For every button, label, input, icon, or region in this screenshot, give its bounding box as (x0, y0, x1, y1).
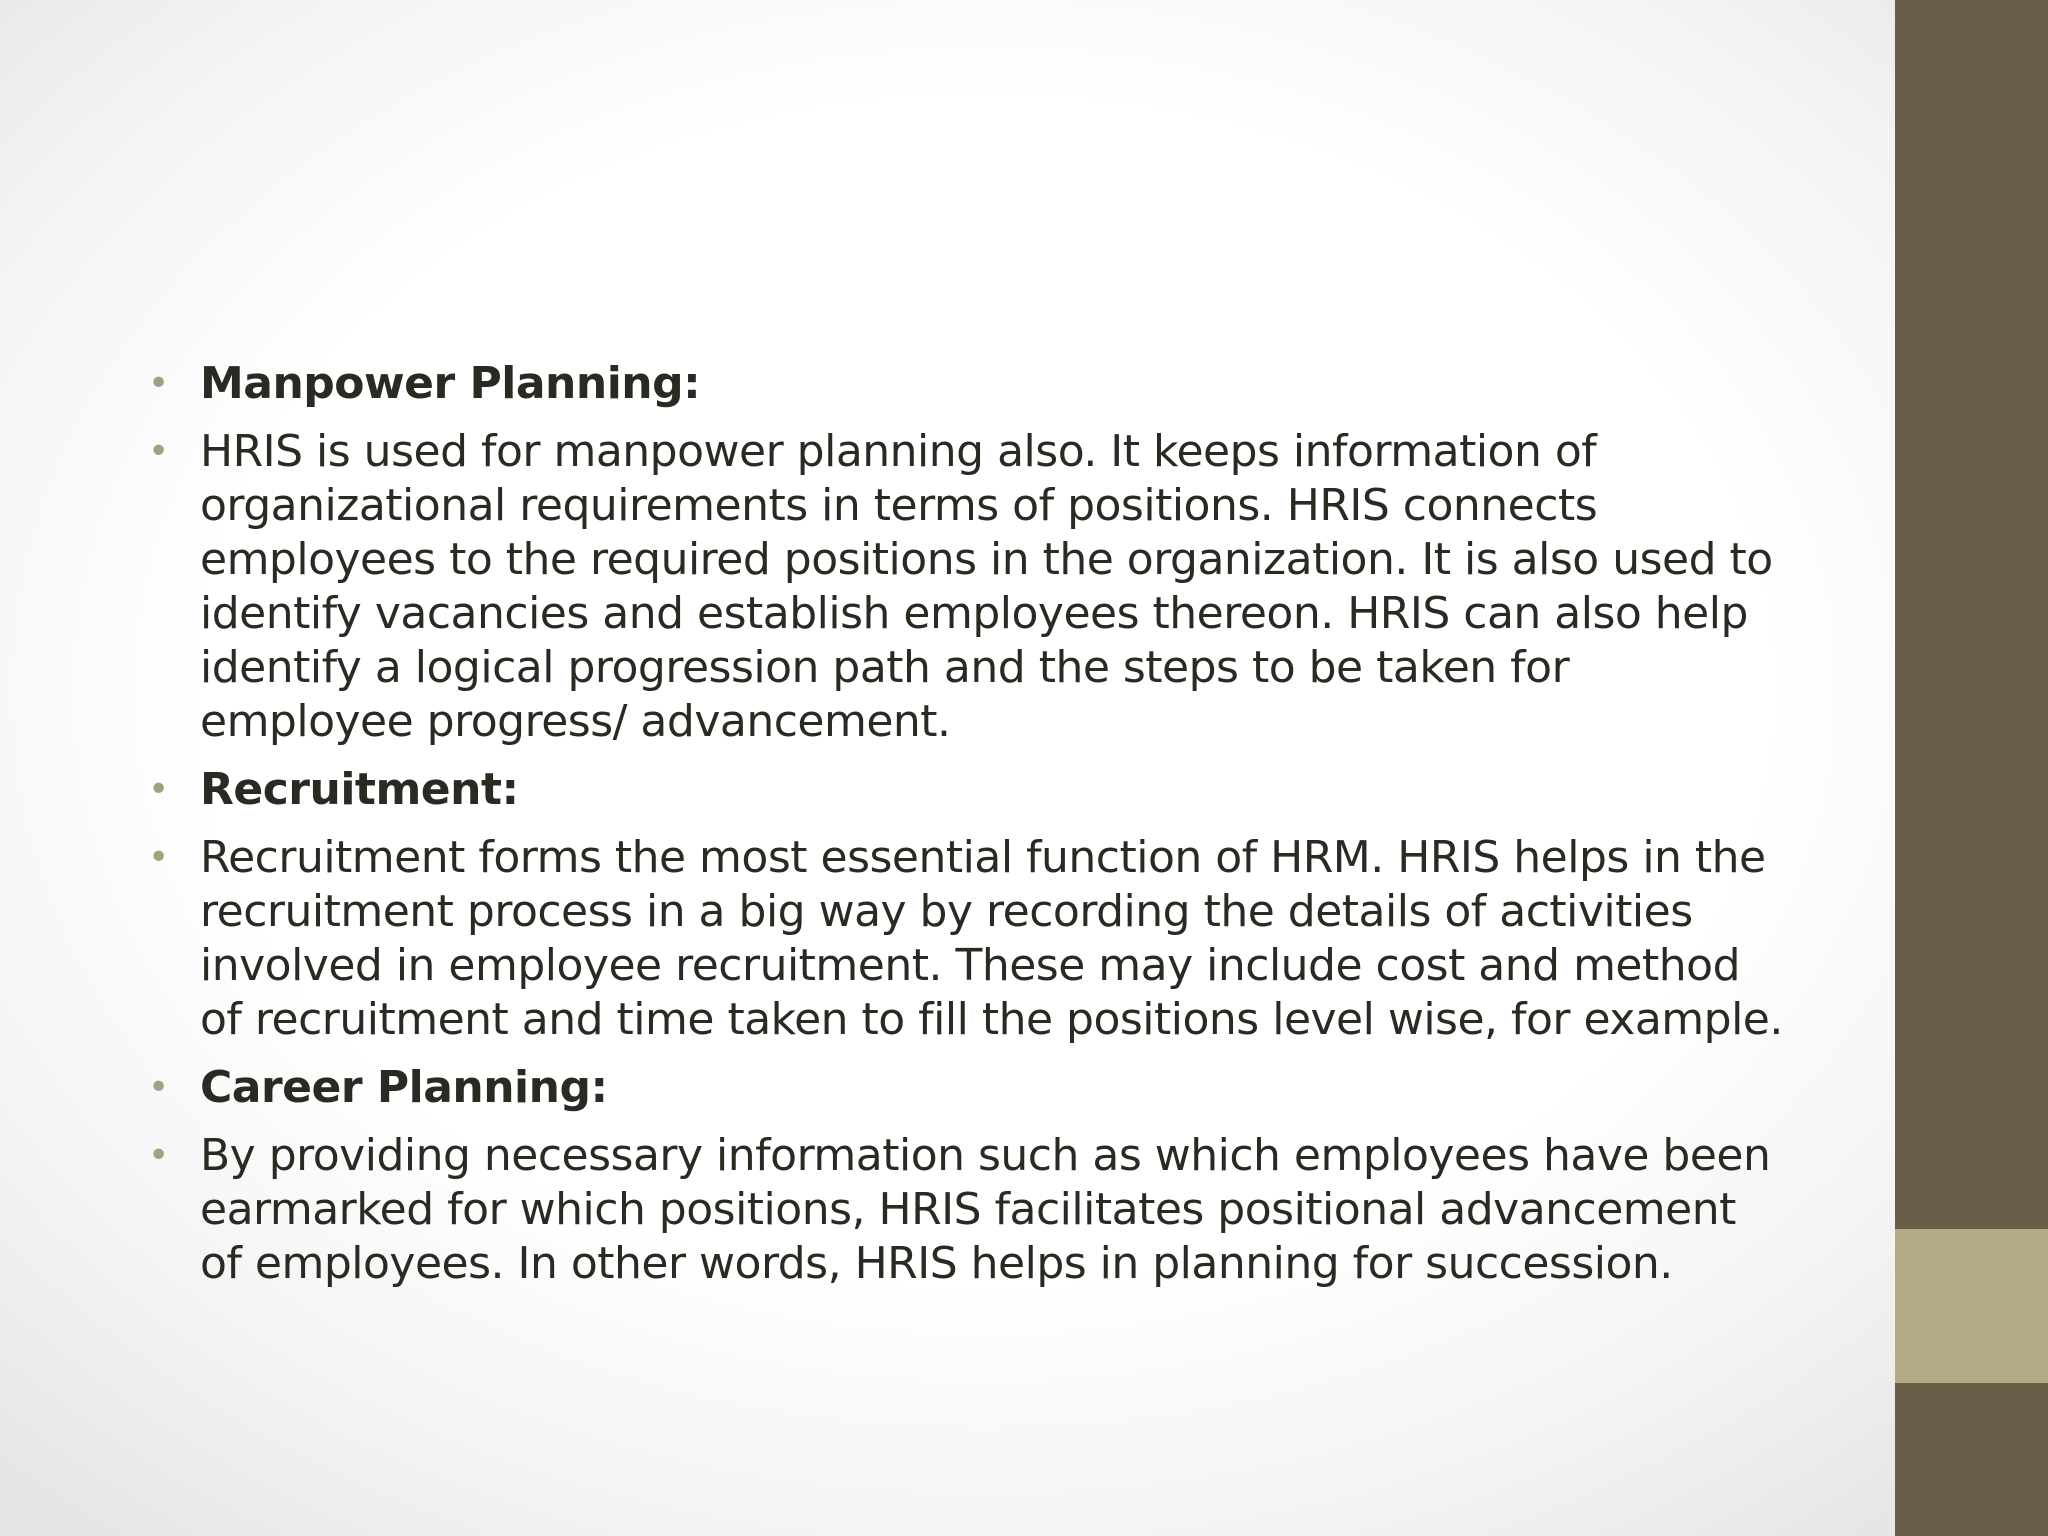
side-accent-block (1895, 1229, 2048, 1383)
bullet-text: Manpower Planning: (200, 358, 701, 409)
bullet-body-career-planning (140, 1129, 1790, 1291)
bullet-text: Recruitment forms the most essential function of HRM. HRIS helps in the recruitment process in a big way by recording the details of activities involved in employee recruitment. These may include cost and method of recruitment and time taken to fill the positions level wise, for example. (200, 832, 1783, 1045)
bullet-body-recruitment (140, 831, 1790, 1047)
bullet-body-manpower-planning (140, 425, 1790, 749)
bullet-text: By providing necessary information such as which employees have been earmarked for which positions, HRIS facilitates positional advancement of employees. In other words, HRIS helps in planning for succession. (200, 1130, 1771, 1289)
bullet-dot-icon: • (148, 769, 169, 810)
bullet-text: Recruitment: (200, 764, 519, 815)
bullet-text: HRIS is used for manpower planning also. It keeps information of organizational requirements in terms of positions. HRIS connects employees to the required positions in the organization. It is also used to identify vacancies and establish employees thereon. HRIS can also help identify a logical progression path and the steps to be taken for employee progress/ advancement. (200, 426, 1773, 747)
bullet-dot-icon: • (148, 1135, 169, 1176)
bullet-dot-icon: • (148, 837, 169, 878)
bullet-dot-icon: • (148, 1067, 169, 1108)
bullet-heading-recruitment (140, 763, 1790, 817)
bullet-heading-career-planning (140, 1061, 1790, 1115)
bullet-heading-manpower-planning (140, 357, 1790, 411)
slide-content (140, 357, 1790, 1305)
bullet-dot-icon: • (148, 431, 169, 472)
bullet-text: Career Planning: (200, 1062, 608, 1113)
bullet-dot-icon: • (148, 363, 169, 404)
